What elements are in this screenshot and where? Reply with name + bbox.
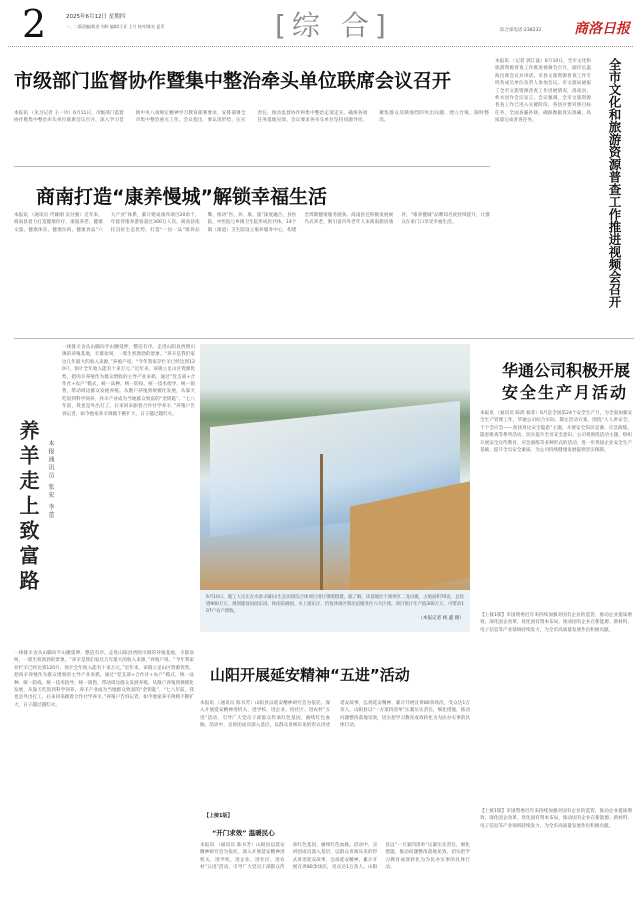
- masthead-logo: 商洛日报: [574, 21, 630, 37]
- article4-body: 本报讯 （通讯员 陈鸿 杨菲）6月是全国第24个安全生产月，为全面加强安全生产管理工作，华通公司结合实际，制定活动方案，围绕“人人讲安全、个个会应急——查找身边安全隐患”主题，开展安全知识竞赛、应急演练、隐患排查等系列活动，切实提升全员安全意识。公司将围绕活动主题，组织开展安全宣传教育、应急演练等多种形式的活动，进一步巩固企业安全生产基础，提升全员安全素质，为公司持续健康发展提供坚实保障。: [480, 411, 632, 454]
- divider: [14, 338, 634, 339]
- continued-from-page1: 【上接1版】市国资委近年来持续加强对国有企业的监管，推动企业提质增效，深化国企改革，优化国有资本布局，推动国有企业在新能源、新材料、电子信息等产业领域持续发力，为全市高质量发展作出积极贡献。: [480, 613, 632, 633]
- article2-body: 本报讯 （通讯员 代雄刚 吴付强）近年来，商南县着力打造健康医疗、康旅养老、健康文旅、健康体育、健康医药、健康食品“六大产业”体系，累计建成康养项目20余个，年接待康养游客超过300万人次。商南县依托良好生态优势，打造“一县一品”康养品牌，推动“医、养、康、旅”深度融合，县医院、中医院与乡镇卫生院形成医共体，14个镇（街道）卫生院设立康养服务中心，构建全周期健康服务链条。商南县还积极发展候鸟式养老，吸引省内外老年人来商南旅居康养，“康养慢城”品牌知名度持续提升，让群众在家门口享受幸福生活。: [14, 213, 490, 233]
- article5-body: 本报讯 （通讯员 陈书芳）山阳县以延安精神研究会为依托，深入开展延安精神进机关、进学校、进企业、进社区、进农村“五进”活动，引导广大党员干部群众传承红色基因，赓续红色血脉。活动中，宣讲团成员深入基层，以群众喜闻乐见的形式讲述延安故事，弘扬延安精神，累计开展宣讲80余场次，受众达1万余人。山阳县以“一方案四清单”压紧压实责任，细化措施，推动问题整改落地见效，切实把学习教育成效转化为为民办实事的具体行动。: [200, 701, 470, 729]
- news-photo: [200, 344, 470, 590]
- headline-huatong-line1: 华通公司积极开展: [502, 361, 631, 380]
- photo-credit: （本报记者 杨 鑫 摄）: [418, 616, 464, 621]
- photo-caption: 6月10日，施工人员正在水涯·尚阳山生态田园综合体项目进行钢架搭建。据了解，该基地位于商州区二龙山镇，占地面积70亩，总投资900万元，规划建设田园乐园、休闲采摘园、水上游乐区、钓鱼休闲区和民宿服务区六大区域。项目预计年产值300万元，可带动107户农户增收。: [206, 595, 464, 614]
- byline: 本报通讯员 张宏 李蕾: [47, 440, 54, 520]
- headline-kangyang: 商南打造“康养慢城”解锁幸福生活: [36, 186, 327, 208]
- headline-yanan-spirit: 山阳开展延安精神“五进”活动: [210, 666, 410, 684]
- article3-continued-body: 一排排羊舍从山脚向半山腰延伸，整洁有序。走进山阳县西照川镇的养殖基地，羊群欢叫，一派生机勃勃的景象。“养羊是我们家这几年最大的收入来源，”养殖户说，“今年我家存栏羊已经达到120只，预计全年收入能有十来万元。”近年来，该镇立足山区资源优势，把肉羊养殖作为群众增收的主导产业来抓，通过“党支部+合作社+农户”模式，统一品种、统一防疫、统一技术指导、统一销售，带动周边群众发展养殖。从散户养殖到规模化发展，从靠天吃饭到科学饲养，养羊产业成为当地群众致富的“金钥匙”。“七八年前，我也是外出打工，后来回来跟着合作社学养羊，”养殖户告诉记者，如今他家养羊规模不断扩大，日子越过越红火。: [14, 651, 194, 708]
- section-title: [综 合]: [275, 9, 392, 42]
- photo-caption-box: [200, 590, 470, 632]
- header-divider: [8, 46, 633, 47]
- article1-body: 本报讯 （见习记者 王一功）6月11日，市级部门监督协作暨集中整治牵头单位联席会议召开，深入学习贯彻中央八项规定精神学习教育部署要求，安排部署全市集中整治重点工作，会议指出，要认清形势，压实责任，推动监督协作和集中整治走深走实，确保各项任务落地见效。会议要求各牵头单位坚持问题导向，聚焦群众反映强烈的突出问题，建立台账，限时整改。: [14, 111, 489, 124]
- sidebar-headline: 全市文化和旅游资源普查工作推进视频会召开: [607, 58, 622, 308]
- editors: 一、二版责编/简进 刘晖 编辑/王亚 王月 校对/陈宏 夏青: [66, 24, 165, 29]
- headline-huatong-line2: 安全生产月活动: [502, 383, 629, 402]
- issue-date: 2025年6月12日 星期四: [66, 14, 126, 20]
- dept-phone: 综合部电话:238232: [500, 28, 542, 33]
- sidebar-body: 本报讯 （记者 郭江波）6月10日，全市文化和旅游资源普查工作推进视频会召开，副市长温海出席会议并讲话。市县文旅资源普查工作专班各成员单位负责人参加会议。市文旅局通报了全市文旅资源普查工作进展情况，洛南县、柞水县作会议发言。会议强调，全市文旅资源普查工作已进入关键阶段，各县区要对照目标任务，全面查漏补缺，确保数据真实准确，高质量完成普查任务。: [495, 59, 591, 124]
- subhead: “开门求效” 温暖民心: [212, 829, 275, 837]
- article3-body: 一排排羊舍从山脚向半山腰延伸，整洁有序。走进山阳县西照川镇的养殖基地，羊群欢叫，一派生机勃勃的景象。“养羊是我们家这几年最大的收入来源，”养殖户说，“今年我家存栏羊已经达到120只，预计全年收入能有十来万元。”近年来，该镇立足山区资源优势，把肉羊养殖作为群众增收的主导产业来抓，通过“党支部+合作社+农户”模式，统一品种、统一防疫、统一技术指导、统一销售，带动周边群众发展养殖。从散户养殖到规模化发展，从靠天吃饭到科学饲养，养羊产业成为当地群众致富的“金钥匙”。“七八年前，我也是外出打工，后来回来跟着合作社学养羊，”养殖户告诉记者，如今他家养羊规模不断扩大，日子越过越红火。: [62, 345, 195, 417]
- headline-sheep-farming: 养羊走上致富路: [16, 420, 40, 595]
- divider: [14, 166, 490, 167]
- continued-label: 【上接1版】: [204, 813, 233, 819]
- page-number: 2: [22, 2, 47, 46]
- continued-body: 【上接1版】市国资委近年来持续加强对国有企业的监管，推动企业提质增效，深化国企改革，优化国有资本布局，推动国有企业在新能源、新材料、电子信息等产业领域持续发力，为全市高质量发展作出积极贡献。: [480, 809, 632, 829]
- article5-continued-body: 本报讯 （通讯员 陈书芳）山阳县以延安精神研究会为依托，深入开展延安精神进机关、进学校、进企业、进社区、进农村“五进”活动，引导广大党员干部群众传承红色基因，赓续红色血脉。活动中，宣讲团成员深入基层，以群众喜闻乐见的形式讲述延安故事，弘扬延安精神，累计开展宣讲80余场次，受众达1万余人。山阳县以“一方案四清单”压紧压实责任，细化措施，推动问题整改落地见效，切实把学习教育成效转化为为民办实事的具体行动。: [200, 843, 470, 871]
- headline-joint-meeting: 市级部门监督协作暨集中整治牵头单位联席会议召开: [14, 70, 452, 92]
